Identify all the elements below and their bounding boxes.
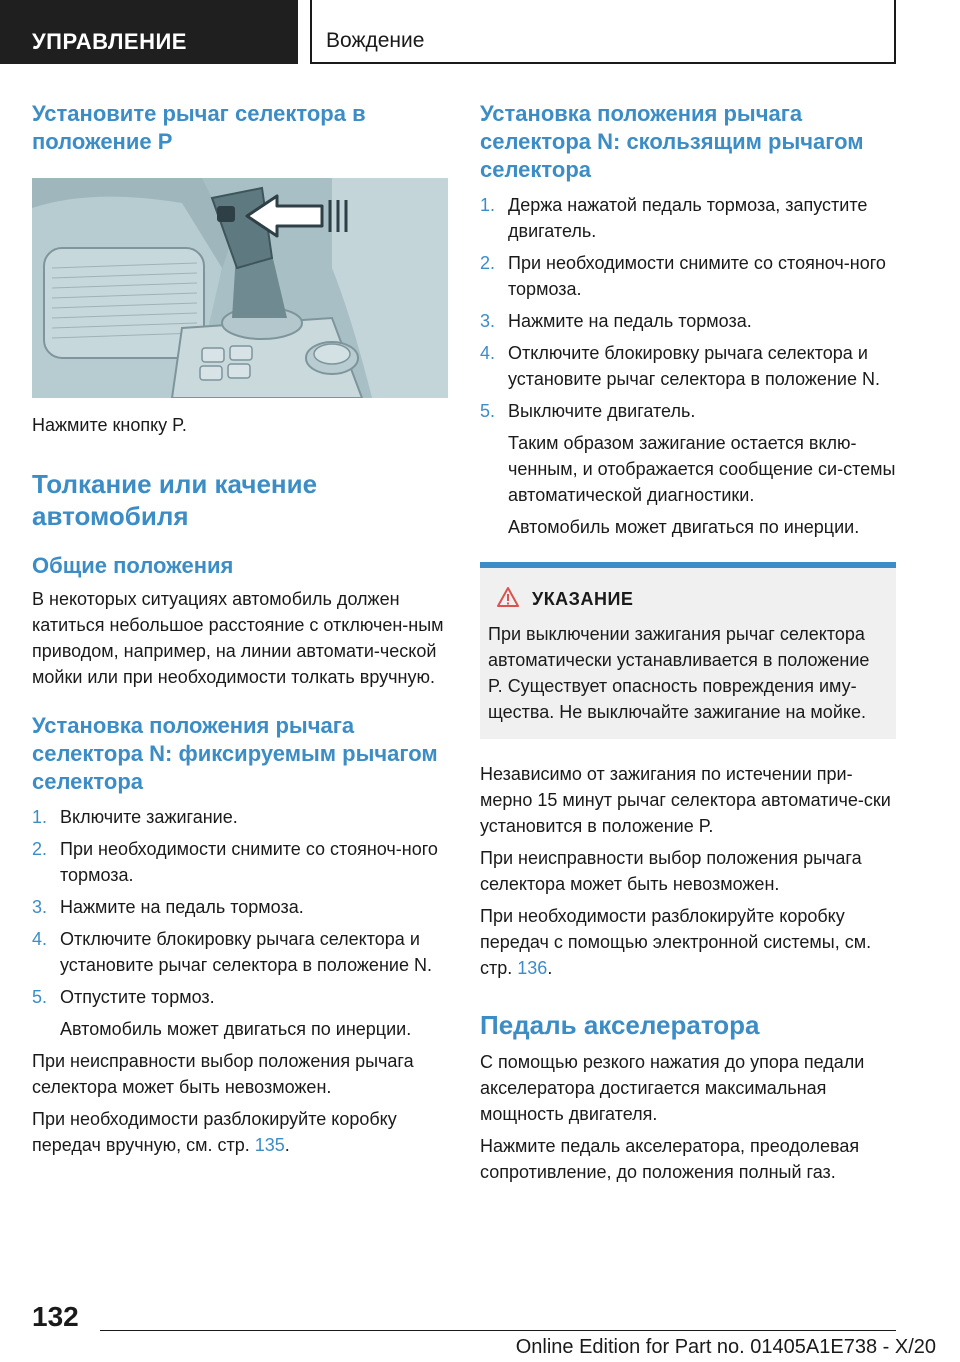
heading-fixed-lever: Установка положения рычага селектора N: фиксируемым рычагом селектора bbox=[32, 713, 438, 794]
warning-title: УКАЗАНИЕ bbox=[532, 589, 634, 609]
warning-text: При выключении зажигания рычаг селектора автоматически устанавливается в положение P. Существует опасность повреждения иму-щества. Не выключайте зажигание на мойке. bbox=[488, 624, 870, 722]
malfunction-paragraph: При неисправности выбор положения рычага селектора может быть невозможен. bbox=[32, 1051, 414, 1097]
step-note: Автомобиль может двигаться по инерции. bbox=[60, 1019, 412, 1039]
steps-list-sliding bbox=[480, 192, 896, 424]
illustration-caption: Нажмите кнопку P. bbox=[32, 415, 187, 435]
page-number: 132 bbox=[32, 1301, 79, 1332]
heading-pushing: Толкание или качение автомобиля bbox=[32, 469, 318, 531]
step-note: Таким образом зажигание остается вклю-ченным, и отображается сообщение си-стемы автоматической диагностики. bbox=[508, 433, 896, 505]
edition-note: Online Edition for Part no. 01405A1E738 - X/20 bbox=[515, 1336, 936, 1358]
section-header: УПРАВЛЕНИЕ bbox=[0, 0, 298, 64]
list-item: 1. Держа нажатой педаль тормоза, запустите двигатель. bbox=[480, 195, 868, 241]
warning-triangle-icon bbox=[496, 586, 520, 613]
page-link[interactable]: 135 bbox=[254, 1135, 285, 1155]
right-column bbox=[480, 100, 896, 1185]
list-item: 5. Отпустите тормоз. bbox=[32, 987, 215, 1007]
steps-list-fixed bbox=[32, 804, 448, 1010]
heading-general: Общие положения bbox=[32, 553, 234, 578]
list-item: 3. Нажмите на педаль тормоза. bbox=[480, 311, 752, 331]
footer-rule bbox=[100, 1330, 896, 1331]
full-throttle-paragraph: Нажмите педаль акселератора, преодолевая сопротивление, до положения полный газ. bbox=[480, 1136, 860, 1182]
heading-accelerator: Педаль акселератора bbox=[480, 1010, 760, 1040]
accelerator-paragraph: С помощью резкого нажатия до упора педали акселератора достигается максимальная мощность двигателя. bbox=[480, 1052, 865, 1124]
warning-box bbox=[480, 562, 896, 739]
list-item: 4. Отключите блокировку рычага селектора и установите рычаг селектора в положение N. bbox=[480, 343, 880, 389]
list-item: 4. Отключите блокировку рычага селектора и установите рычаг селектора в положение N. bbox=[32, 929, 432, 975]
list-item: 3. Нажмите на педаль тормоза. bbox=[32, 897, 304, 917]
unlock-paragraph: При необходимости разблокируйте коробку передач с помощью электронной системы, см. стр. 136. bbox=[480, 906, 872, 978]
list-item: 5. Выключите двигатель. bbox=[480, 401, 696, 421]
heading-set-p: Установите рычаг селектора в положение P bbox=[32, 101, 366, 154]
list-item: 1. Включите зажигание. bbox=[32, 807, 238, 827]
page-link[interactable]: 136 bbox=[517, 958, 548, 978]
left-column bbox=[32, 100, 448, 1158]
heading-sliding-lever: Установка положения рычага селектора N: скользящим рычагом селектора bbox=[480, 101, 864, 182]
list-item: 2. При необходимости снимите со стояноч-ного тормоза. bbox=[480, 253, 886, 299]
malfunction-paragraph: При неисправности выбор положения рычага селектора может быть невозможен. bbox=[480, 848, 862, 894]
gear-selector-illustration bbox=[32, 178, 448, 398]
chapter-header: Вождение bbox=[310, 0, 896, 64]
general-paragraph: В некоторых ситуациях автомобиль должен катиться небольшое расстояние с отключен-ным приводом, например, на линии автомати-ческой мойки или при необходимости толкать вручную. bbox=[32, 589, 444, 687]
auto-p-paragraph: Независимо от зажигания по истечении при-мерно 15 минут рычаг селектора автоматиче-ски установится в положение P. bbox=[480, 764, 891, 836]
step-note: Автомобиль может двигаться по инерции. bbox=[508, 517, 860, 537]
unlock-paragraph: При необходимости разблокируйте коробку передач вручную, см. стр. 135. bbox=[32, 1109, 397, 1155]
gear-selector-drawing bbox=[32, 178, 448, 398]
list-item: 2. При необходимости снимите со стояноч-ного тормоза. bbox=[32, 839, 438, 885]
